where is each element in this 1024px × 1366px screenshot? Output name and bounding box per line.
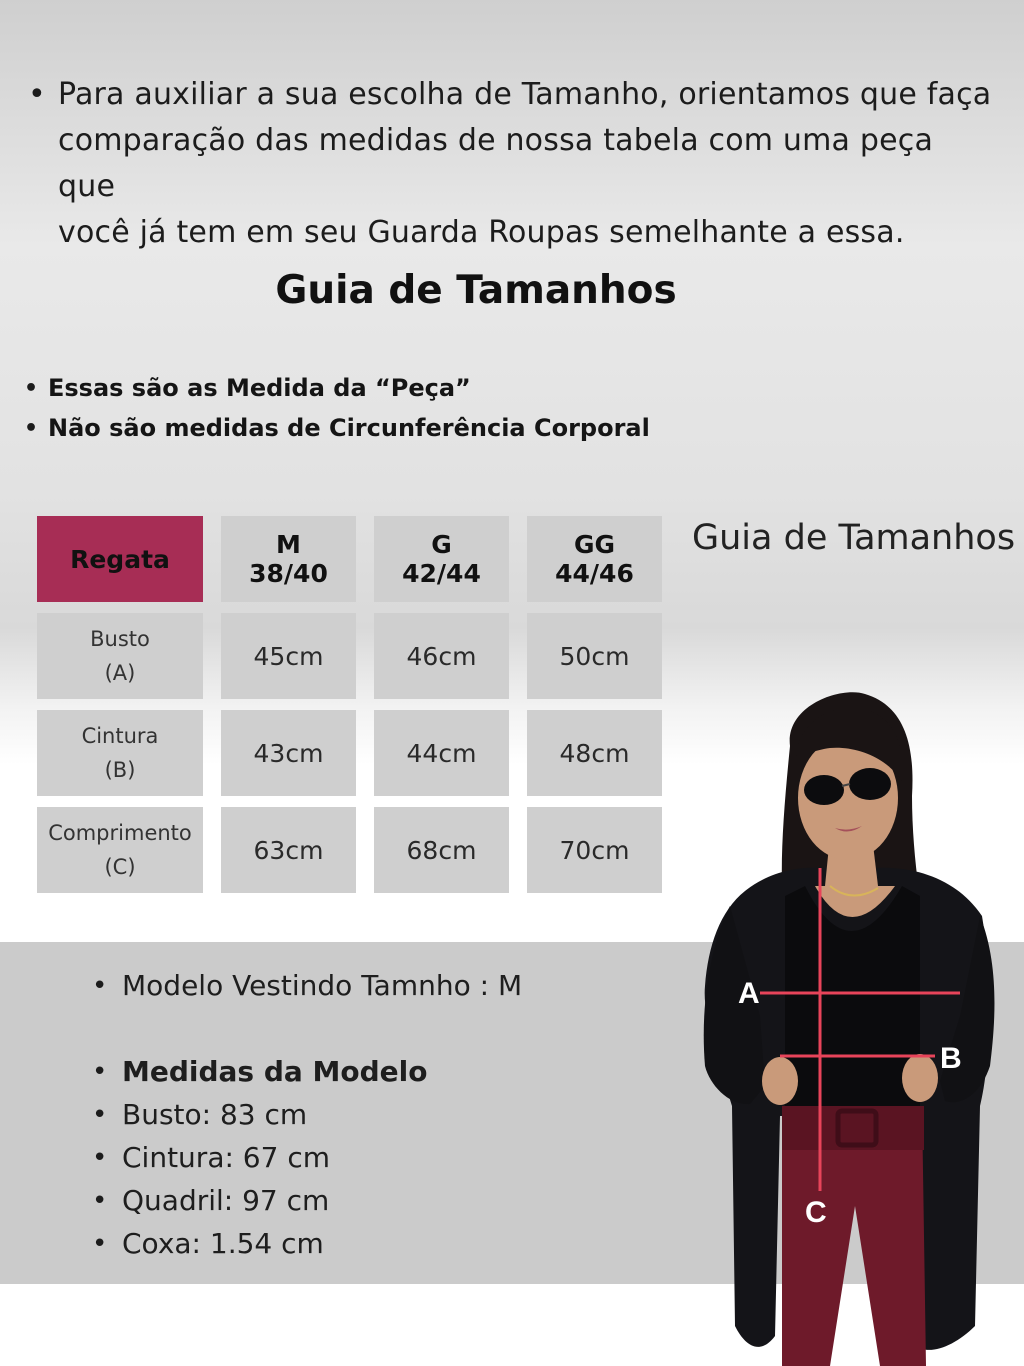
bullet-dot-icon: • (24, 415, 39, 441)
row-label-cintura (37, 710, 203, 796)
size-name: M (276, 530, 301, 559)
intro-line-1: Para auxiliar a sua escolha de Tamanho, orientamos que faça (58, 77, 992, 112)
table-cell: 45cm (221, 613, 356, 699)
size-header-g (374, 516, 509, 602)
bullet-dot-icon: • (92, 1228, 108, 1259)
list-item (92, 1179, 522, 1222)
row-label: Comprimento (48, 821, 192, 845)
size-header-gg (527, 516, 662, 602)
model-wearing-text: Modelo Vestindo Tamnho : M (122, 969, 523, 1002)
table-cell: 50cm (527, 613, 662, 699)
table-cell: 70cm (527, 807, 662, 893)
model-measure: Coxa: 1.54 cm (122, 1227, 324, 1260)
list-item (92, 1222, 522, 1265)
hand-left (762, 1057, 798, 1105)
list-item (92, 1093, 522, 1136)
marker-c: C (805, 1196, 827, 1229)
row-label-comprimento (37, 807, 203, 893)
list-item (92, 1050, 522, 1093)
table-cell: 43cm (221, 710, 356, 796)
row-label: Cintura (81, 724, 159, 748)
model-measure: Quadril: 97 cm (122, 1184, 330, 1217)
list-item (92, 1136, 522, 1179)
bullet-dot-icon: • (92, 1185, 108, 1216)
row-label-busto (37, 613, 203, 699)
size-range: 38/40 (249, 559, 328, 588)
note-text: Essas são as Medida da “Peça” (48, 374, 471, 402)
table-cell: 44cm (374, 710, 509, 796)
marker-b: B (940, 1042, 962, 1075)
list-item (92, 964, 522, 1007)
intro-line-3: você já tem em seu Guarda Roupas semelhante a essa. (58, 215, 905, 250)
row-code: (C) (104, 855, 136, 879)
intro-paragraph (28, 72, 998, 256)
row-code: (A) (104, 661, 136, 685)
bullet-dot-icon: • (92, 1056, 108, 1087)
bullet-dot-icon: • (28, 77, 46, 112)
sunglasses-lens-left (804, 775, 844, 805)
marker-a: A (738, 977, 760, 1010)
table-cell: 63cm (221, 807, 356, 893)
row-label: Busto (90, 627, 150, 651)
model-info-list (92, 964, 522, 1265)
bullet-dot-icon: • (92, 970, 108, 1001)
sunglasses-lens-right (849, 768, 891, 800)
table-cell: 46cm (374, 613, 509, 699)
size-name: GG (573, 530, 616, 559)
model-measure: Cintura: 67 cm (122, 1141, 331, 1174)
note-item (24, 368, 650, 408)
model-photo (690, 686, 1024, 1366)
table-corner-label: Regata (37, 516, 203, 602)
notes-list (24, 368, 650, 448)
note-text: Não são medidas de Circunferência Corporal (48, 414, 650, 442)
table-cell: 68cm (374, 807, 509, 893)
row-code: (B) (104, 758, 136, 782)
hand-right (902, 1054, 938, 1102)
note-item (24, 408, 650, 448)
model-measures-heading: Medidas da Modelo (122, 1055, 428, 1088)
side-title: Guia de Tamanhos (692, 518, 1016, 558)
size-name: G (431, 530, 452, 559)
size-range: 42/44 (402, 559, 481, 588)
bullet-dot-icon: • (92, 1142, 108, 1173)
table-cell: 48cm (527, 710, 662, 796)
size-header-m (221, 516, 356, 602)
bullet-dot-icon: • (24, 375, 39, 401)
intro-line-2: comparação das medidas de nossa tabela com uma peça que (58, 123, 934, 204)
guide-title: Guia de Tamanhos (275, 268, 677, 313)
model-measure: Busto: 83 cm (122, 1098, 308, 1131)
size-range: 44/46 (555, 559, 634, 588)
bullet-dot-icon: • (92, 1099, 108, 1130)
